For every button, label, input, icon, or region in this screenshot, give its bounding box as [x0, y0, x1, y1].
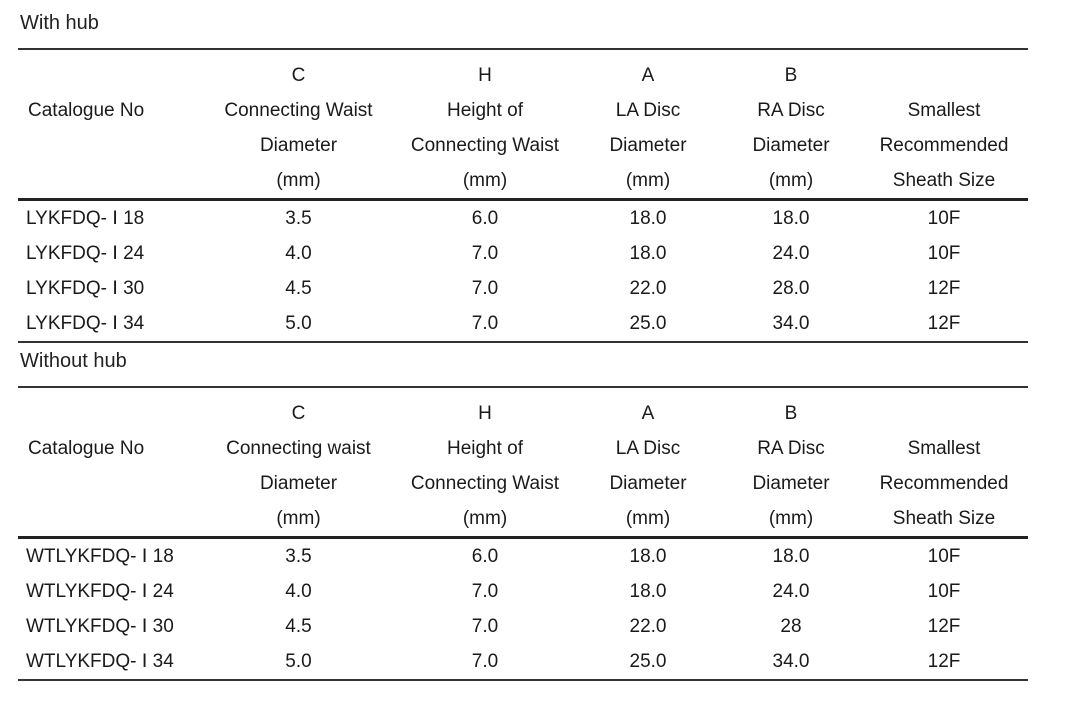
ra-disc-diameter-cell: 18.0: [772, 208, 810, 229]
connecting-waist-diameter-cell: 5.0: [201, 644, 396, 680]
column-header-catalogue-no: Catalogue No: [18, 387, 201, 538]
connecting-waist-diameter-cell: 3.5: [285, 208, 312, 229]
column-header-la-disc-diameter: A LA Disc Diameter (mm): [574, 49, 722, 200]
sheath-size-cell: 12F: [860, 644, 1028, 680]
column-header-smallest-sheath-size: Smallest Recommended Sheath Size: [860, 387, 1028, 538]
sheath-size-cell: 12F: [860, 306, 1028, 342]
connecting-waist-diameter-cell: 4.0: [285, 243, 312, 264]
with-hub-title: With hub: [20, 12, 99, 34]
table-row: [18, 236, 1028, 271]
waist-height-cell: 6.0: [471, 546, 499, 567]
connecting-waist-diameter-cell: 4.5: [285, 616, 312, 637]
ra-disc-diameter-cell: 28.0: [772, 278, 810, 299]
table-row: [18, 200, 1028, 237]
la-disc-diameter-cell: 18.0: [629, 208, 667, 229]
ra-disc-diameter-cell: 34.0: [722, 306, 860, 342]
column-header-height-connecting-waist: H Height of Connecting Waist (mm): [396, 49, 574, 200]
connecting-waist-diameter-cell: 4.0: [285, 581, 312, 602]
column-header-height-connecting-waist: H Height of Connecting Waist (mm): [396, 387, 574, 538]
ra-disc-diameter-cell: 28: [780, 616, 802, 637]
table-row: [18, 609, 1028, 644]
la-disc-diameter-cell: 18.0: [629, 581, 667, 602]
waist-height-cell: 6.0: [471, 208, 499, 229]
la-disc-diameter-cell: 25.0: [574, 306, 722, 342]
sheath-size-cell: 12F: [927, 278, 961, 299]
catalogue-no-cell: WTLYKFDQ- Ⅰ 34: [18, 644, 201, 680]
waist-height-cell: 7.0: [471, 616, 499, 637]
column-header-connecting-waist-diameter: C Connecting Waist Diameter (mm): [201, 49, 396, 200]
table-row: [18, 538, 1028, 575]
la-disc-diameter-cell: 18.0: [629, 243, 667, 264]
column-header-ra-disc-diameter: B RA Disc Diameter (mm): [722, 49, 860, 200]
catalogue-no-cell: WTLYKFDQ- Ⅰ 30: [26, 616, 174, 637]
without-hub-spec-table: [18, 386, 1028, 681]
catalogue-no-cell: LYKFDQ- Ⅰ 18: [26, 208, 145, 229]
sheath-size-cell: 10F: [927, 243, 961, 264]
table-row: [18, 574, 1028, 609]
column-header-la-disc-diameter: A LA Disc Diameter (mm): [574, 387, 722, 538]
sheath-size-cell: 10F: [927, 546, 961, 567]
table-row: [18, 644, 1028, 680]
with-hub-table-header: [18, 49, 1028, 200]
catalogue-no-cell: LYKFDQ- Ⅰ 34: [18, 306, 201, 342]
with-hub-spec-table: [18, 48, 1028, 343]
catalogue-no-cell: WTLYKFDQ- Ⅰ 18: [26, 546, 174, 567]
connecting-waist-diameter-cell: 3.5: [285, 546, 312, 567]
column-header-connecting-waist-diameter: C Connecting waist Diameter (mm): [201, 387, 396, 538]
sheath-size-cell: 10F: [927, 208, 961, 229]
waist-height-cell: 7.0: [471, 581, 499, 602]
without-hub-title: Without hub: [20, 350, 127, 372]
ra-disc-diameter-cell: 24.0: [772, 581, 810, 602]
catalogue-no-cell: WTLYKFDQ- Ⅰ 24: [26, 581, 174, 602]
table-row: [18, 306, 1028, 342]
la-disc-diameter-cell: 25.0: [574, 644, 722, 680]
waist-height-cell: 7.0: [471, 243, 499, 264]
column-header-smallest-sheath-size: Smallest Recommended Sheath Size: [860, 49, 1028, 200]
ra-disc-diameter-cell: 24.0: [772, 243, 810, 264]
column-header-catalogue-no: Catalogue No: [18, 49, 201, 200]
without-hub-table-header: [18, 387, 1028, 538]
catalogue-no-cell: LYKFDQ- Ⅰ 30: [26, 278, 145, 299]
la-disc-diameter-cell: 22.0: [629, 616, 667, 637]
table-row: [18, 271, 1028, 306]
ra-disc-diameter-cell: 18.0: [772, 546, 810, 567]
la-disc-diameter-cell: 18.0: [629, 546, 667, 567]
sheath-size-cell: 10F: [927, 581, 961, 602]
catalogue-no-cell: LYKFDQ- Ⅰ 24: [26, 243, 145, 264]
ra-disc-diameter-cell: 34.0: [722, 644, 860, 680]
waist-height-cell: 7.0: [396, 644, 574, 680]
waist-height-cell: 7.0: [471, 278, 499, 299]
column-header-ra-disc-diameter: B RA Disc Diameter (mm): [722, 387, 860, 538]
sheath-size-cell: 12F: [927, 616, 961, 637]
waist-height-cell: 7.0: [396, 306, 574, 342]
connecting-waist-diameter-cell: 4.5: [285, 278, 312, 299]
connecting-waist-diameter-cell: 5.0: [201, 306, 396, 342]
la-disc-diameter-cell: 22.0: [629, 278, 667, 299]
